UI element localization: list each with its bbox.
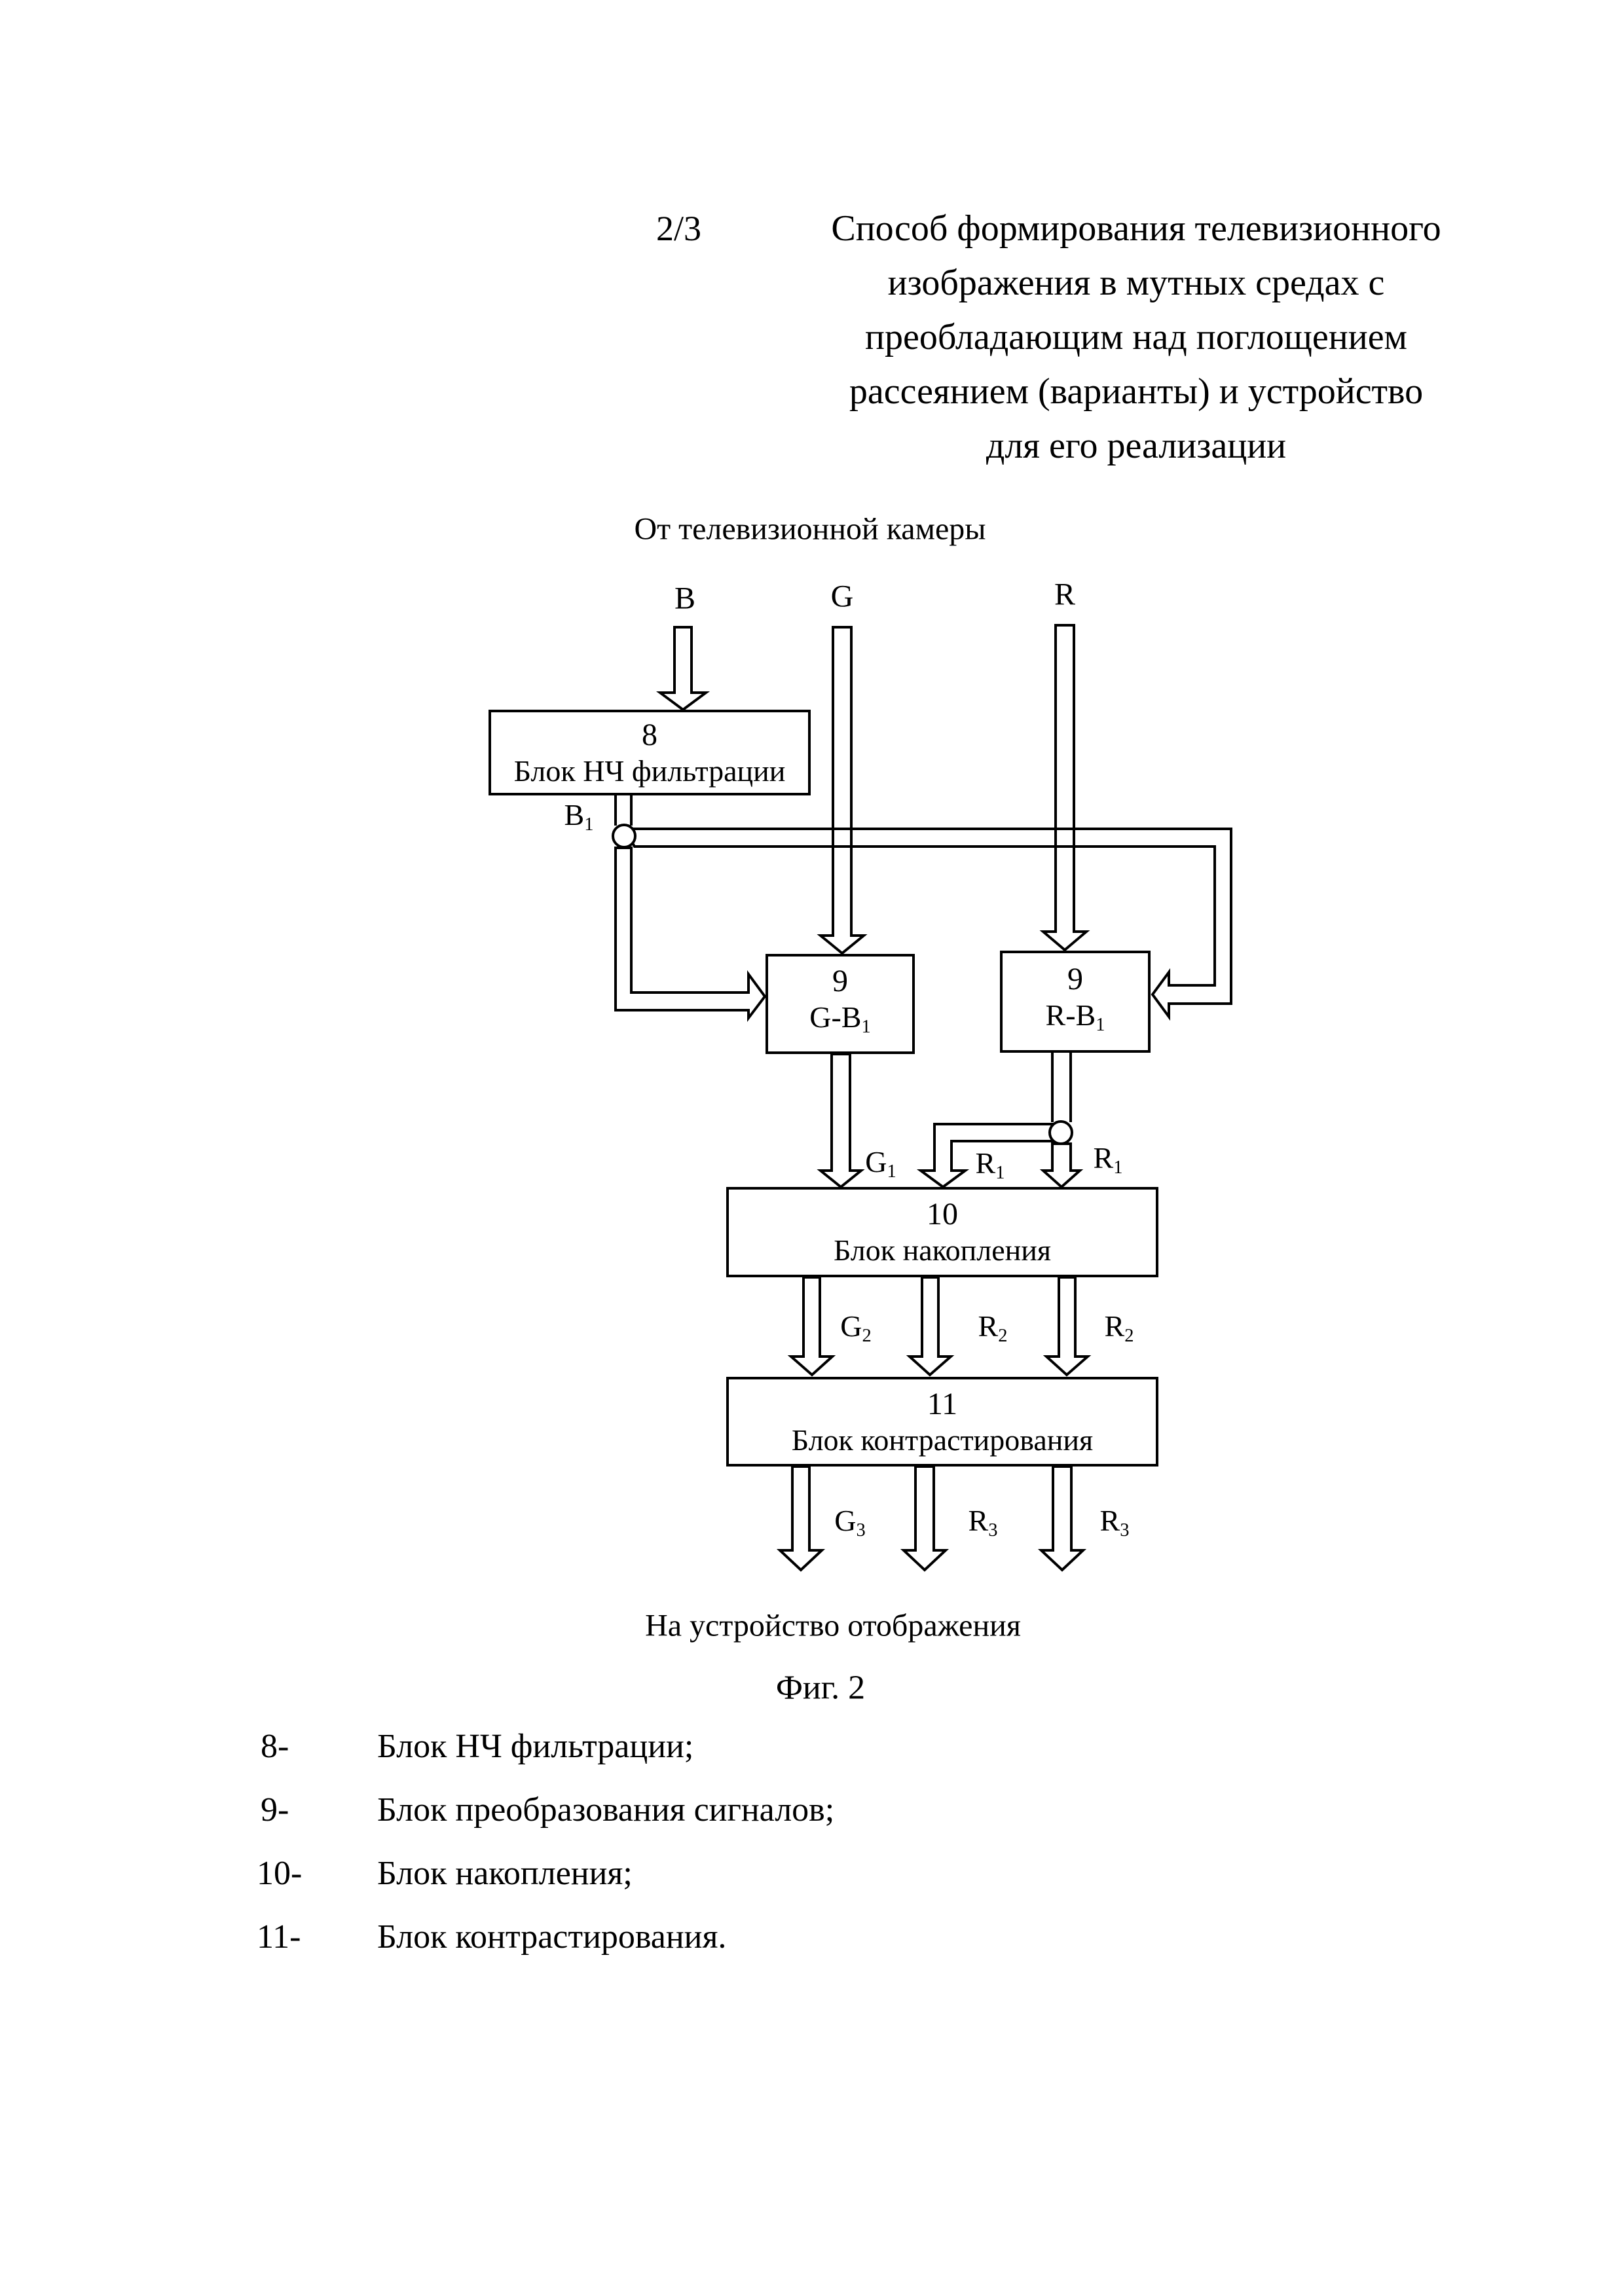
figure-caption: Фиг. 2 (775, 1669, 866, 1707)
r2-arrow (910, 1277, 951, 1375)
legend-item-8-number: 8- (261, 1728, 289, 1765)
signal-r2b-base: R (1104, 1309, 1125, 1343)
signal-r2-base: R (978, 1309, 999, 1343)
r3b-arrow (1041, 1467, 1083, 1570)
block-10-number: 10 (927, 1197, 958, 1231)
g3-arrow (780, 1467, 822, 1570)
signal-label-r3b (1100, 1503, 1130, 1541)
b1-output-stub (616, 795, 631, 826)
signal-b1-base: B (564, 798, 585, 832)
r1-junction-node (1050, 1121, 1072, 1144)
block-9g-label-sub: 1 (861, 1016, 871, 1037)
signal-g3-base: G (834, 1504, 857, 1538)
block-9-r-minus-b1 (1000, 951, 1151, 1053)
r2b-arrow (1046, 1277, 1088, 1375)
signal-r1b-base: R (1093, 1141, 1114, 1175)
signal-b1-sub: 1 (584, 814, 594, 835)
title-line-5: для его реализации (986, 426, 1287, 466)
title-line-2: изображения в мутных средах с (887, 263, 1385, 303)
block-9g-number: 9 (832, 964, 848, 998)
signal-g1-base: G (865, 1145, 887, 1179)
title-line-3: преобладающим над поглощением (865, 317, 1407, 357)
signal-label-g2 (840, 1309, 872, 1347)
r-input-arrow (1043, 625, 1086, 950)
legend-item-9-label: Блок преобразования сигналов; (377, 1791, 835, 1829)
g2-arrow (791, 1277, 832, 1375)
input-label-b: B (674, 581, 696, 616)
signal-label-g3 (834, 1503, 866, 1541)
signal-r2-sub: 2 (998, 1325, 1008, 1346)
signal-g3-sub: 3 (856, 1520, 866, 1540)
legend-item-11-label: Блок контрастирования. (377, 1918, 727, 1956)
block-8-lf-filter (489, 710, 811, 795)
block-8-label: Блок НЧ фильтрации (513, 754, 786, 788)
input-label-g: G (830, 579, 854, 614)
signal-label-r1 (976, 1146, 1005, 1184)
r1-output-stub (1052, 1053, 1071, 1122)
signal-label-r1b (1094, 1140, 1123, 1178)
signal-label-r2 (978, 1309, 1008, 1347)
legend-item-11-number: 11- (257, 1918, 301, 1956)
signal-r2b-sub: 2 (1124, 1325, 1134, 1346)
block-9r-label-sub: 1 (1096, 1014, 1105, 1035)
input-label-r: R (1054, 577, 1076, 612)
signal-r3-base: R (968, 1504, 989, 1538)
signal-g1-sub: 1 (887, 1161, 896, 1182)
block-11-number: 11 (927, 1386, 958, 1421)
r3-arrow (904, 1467, 946, 1570)
signal-g2-sub: 2 (862, 1325, 872, 1346)
title-line-4: рассеянием (варианты) и устройство (849, 371, 1424, 412)
legend-item-8-label: Блок НЧ фильтрации; (377, 1728, 694, 1765)
block-9r-label-base: R-B (1045, 998, 1096, 1032)
legend-item-9-number: 9- (261, 1791, 289, 1829)
g1-arrow (821, 1054, 861, 1187)
signal-label-b1 (564, 797, 594, 835)
g-input-arrow (821, 627, 864, 953)
source-label: От телевизионной камеры (634, 511, 986, 547)
b1-junction-node (613, 825, 635, 847)
signal-label-r3 (969, 1503, 998, 1541)
signal-r3b-sub: 3 (1120, 1520, 1130, 1540)
signal-r1-base: R (975, 1146, 996, 1180)
signal-label-g1 (865, 1144, 896, 1182)
block-9g-label (809, 1000, 871, 1045)
sink-label: На устройство отображения (645, 1608, 1021, 1643)
block-11-label: Блок контрастирования (791, 1423, 1094, 1457)
block-9-g-minus-b1 (766, 954, 915, 1054)
signal-label-r2b (1105, 1309, 1134, 1347)
title-line-1: Способ формирования телевизионного (831, 208, 1441, 249)
signal-r3-sub: 3 (988, 1520, 998, 1540)
block-10-label: Блок накопления (833, 1233, 1052, 1267)
block-8-number: 8 (642, 717, 657, 752)
block-9r-number: 9 (1067, 961, 1083, 996)
block-9g-label-base: G-B (809, 1000, 862, 1034)
signal-r1-sub: 1 (995, 1162, 1005, 1183)
signal-g2-base: G (840, 1309, 862, 1343)
legend-item-10-number: 10- (257, 1855, 303, 1892)
signal-r3b-base: R (1099, 1504, 1120, 1538)
page-number: 2/3 (656, 209, 702, 248)
legend-item-10-label: Блок накопления; (377, 1855, 633, 1892)
signal-r1b-sub: 1 (1113, 1157, 1123, 1178)
r1-arrow (1043, 1144, 1080, 1187)
b1-elbow-arrow-to-gb1 (616, 848, 765, 1018)
b-input-arrow (660, 627, 706, 710)
block-11-contrasting (726, 1377, 1158, 1467)
block-9r-label (1046, 998, 1105, 1043)
block-10-accumulation (726, 1187, 1158, 1277)
